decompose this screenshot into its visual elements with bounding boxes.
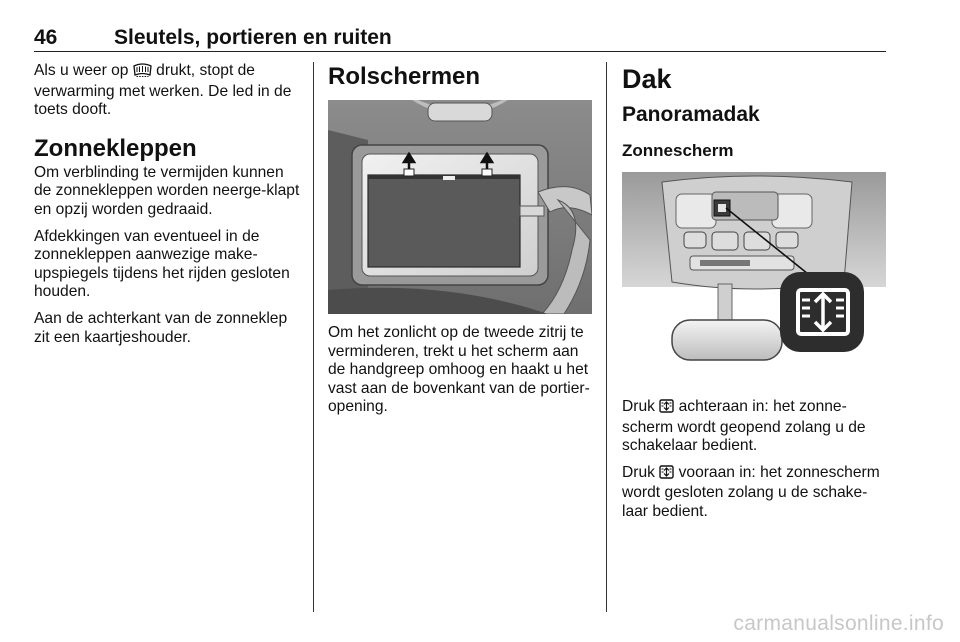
paragraph-sunblind-open: Druk achteraan in: het zonne-scherm wordt geopend zolang u de schakelaar bedient. [622, 398, 866, 455]
column-divider [606, 62, 607, 612]
paragraph-sunvisor-3: Aan de achterkant van de zonneklep zit een kaartjeshouder. [34, 309, 288, 346]
section-heading-rolschermen: Rolschermen [328, 63, 481, 90]
column-divider [313, 62, 314, 612]
subsubheading-zonnescherm: Zonnescherm [622, 141, 734, 160]
paragraph-sunvisor-2: Afdekkingen van eventueel in de zonnekleppen aanwezige make-upspiegels tijdens het rijden gesloten houden. [34, 227, 290, 301]
section-heading-zonnekleppen: Zonnekleppen [34, 134, 197, 162]
column-right [622, 62, 888, 522]
sunblind-switch-icon [659, 465, 674, 485]
column-left [34, 62, 302, 347]
page-number: 46 [34, 26, 58, 49]
paragraph-sunvisor-1: Om verblinding te vermijden kunnen de zonnekleppen worden neerge-klapt en opzij worden gedraaid. [34, 163, 300, 218]
section-heading-dak: Dak [622, 64, 672, 94]
paragraph-sunblind-close: Druk vooraan in: het zonnescherm wordt gesloten zolang u de schake-laar bedient. [622, 463, 880, 520]
running-title: Sleutels, portieren en ruiten [114, 26, 392, 49]
rear-window-heater-icon [133, 63, 152, 83]
watermark: carmanualsonline.info [733, 612, 944, 635]
rollerblind-illustration [328, 100, 592, 314]
sunblind-switch-icon [659, 399, 674, 419]
sunblind-switch-illustration [622, 172, 886, 368]
column-middle [328, 62, 594, 417]
subheading-panoramadak: Panoramadak [622, 103, 760, 126]
page-header [34, 24, 886, 52]
paragraph-rollerblind: Om het zonlicht op de tweede zitrij te verminderen, trekt u het scherm aan de handgreep omhoog en haakt u het vast aan de bovenkant van de portier-opening. [328, 324, 590, 416]
paragraph-heater-off: Als u weer op drukt, stopt de verwarming met werken. De led in de toets dooft. [34, 62, 292, 119]
